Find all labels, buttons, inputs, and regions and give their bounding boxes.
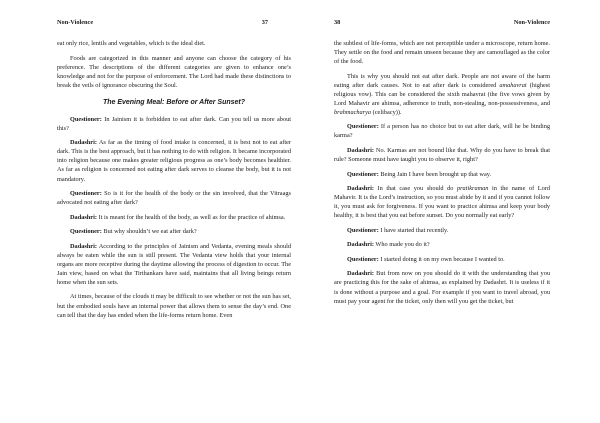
dialogue-text: in the name of Lord Mahavir. It is the Lord’s instruction, so you must abide by it and if you cannot follow it, you must ask for forgiveness. If you want to practice ahimsa and keep your body healthy, it is best that you eat before sunset. Do you normally eat early? [334,185,550,220]
dialogue-text: According to the principles of Jainism and Vedanta, evening meals should always be eaten while the sun is still present. The Vedanta view holds that your internal organs are more receptive during the daytime allowing the process of digestion to occur. The Jain view, based on what the Tirthankars have said, maintains that all living beings return home when the sun sets. [57,242,291,286]
speaker-label: Dadashri: [347,270,374,278]
dialogue-text: So is it for the health of the body or the sin involved, that the Vitraags advocated not eating after dark? [57,190,291,207]
speaker-label: Dadashri: [70,139,97,147]
dialogue-paragraph [57,213,291,222]
speaker-label: Questioner: [347,255,379,263]
speaker-label: Questioner: [347,123,379,131]
text-run: This is why you should not eat after dark. People are not aware of the harm eating after dark causes. Not to eat after dark is considered [334,72,550,89]
speaker-label: Questioner: [347,170,379,178]
emphasis-text: pratikraman [456,185,489,193]
dialogue-text: Who made you do it? [373,241,430,249]
speaker-label: Dadashri: [70,213,97,221]
dialogue-text: But from now on you should do it with the understanding that you are practicing this for the sake of ahimsa, as explained by Dadashri. It is useless if it is done without a purpose and a goal. For example if you want to travel abroad, you must pay your agent for the ticket, only then will you get the ticket, but [334,270,550,305]
dialogue-text: I started doing it on my own because I wanted to. [378,255,505,263]
speaker-label: Questioner: [70,190,102,198]
dialogue-text: I have started that recently. [378,226,449,234]
dialogue-paragraph [334,170,550,179]
dialogue-paragraph [57,242,291,287]
dialogue-paragraph [334,146,550,164]
emphasis-text: brahmacharya [334,108,372,116]
right-header-title: Non-Violence [513,19,550,26]
dialogue-paragraph [57,227,291,236]
paragraph: Foods are categorized in this manner and anyone can choose the category of his preference. The descriptions of the different categories are given to enhance one’s knowledge and not for the purpose of enforcement. The Lord had made these distinctions to break the veils of ignorance obscuring the Soul. [57,54,291,89]
dialogue-paragraph [334,240,550,249]
dialogue-text: In Jainism it is forbidden to eat after dark. Can you tell us more about this? [57,115,291,132]
dialogue-text: If a person has no choice but to eat after dark, will he be binding karma? [334,123,550,140]
right-page-number: 38 [334,19,341,26]
text-run: (highest religious vow). This can be considered the sixth mahavrat (the five vows given by Lord Mahavir are ahimsa, adherence to truth, non-stealing, non-possessiveness, and [334,81,550,107]
speaker-label: Dadashri: [70,242,97,250]
dialogue-paragraph [57,115,291,133]
section-heading: The Evening Meal: Before or After Sunset? [102,98,246,106]
dialogue-paragraph [57,138,291,183]
dialogue-text: But why shouldn’t we eat after dark? [101,228,197,236]
left-running-head [57,19,291,31]
paragraph: At times, because of the clouds it may be difficult to see whether or not the sun has set, but the embodied souls have an internal power that allows them to sense the day’s end. One can tell that the day has ended when the life-forms return home. Even [57,293,291,319]
dialogue-text: Being Jain I have been brought up that way. [378,170,492,178]
dialogue-text: No. Karmas are not bound like that. Why do you have to break that rule? Someone must have taught you to observe it, right? [334,146,550,164]
dialogue-text: As far as the timing of food intake is concerned, it is best not to eat after dark. This is the best approach, but it has nothing to do with religion. It became incorporated into religion because one makes greater religious progress as one’s body becomes healthier. As far as religion is concerned not eating after dark serves to cleanse the body, but it is not mandatory. [57,139,291,183]
dialogue-text: In that case you should do [373,185,457,193]
dialogue-paragraph [334,269,550,305]
speaker-label: Dadashri: [347,146,374,154]
speaker-label: Questioner: [70,115,102,123]
dialogue-paragraph [334,255,550,264]
dialogue-paragraph [334,184,550,220]
text-run: (celibacy)). [371,108,402,116]
left-header-title: Non-Violence [57,19,94,26]
right-running-head [334,19,550,31]
speaker-label: Dadashri: [347,241,374,249]
right-page [300,0,600,423]
speaker-label: Dadashri: [347,185,374,193]
dialogue-paragraph [57,189,291,207]
paragraph: the subtlest of life-forms, which are not perceptible under a microscope, return home. They settle on the food and remain unseen because they are camouflaged as the color of the food. [334,40,550,66]
dialogue-text: It is meant for the health of the body, as well as for the practice of ahimsa. [96,213,286,221]
right-page-body [334,39,550,306]
speaker-label: Questioner: [70,228,102,236]
left-page-number: 37 [261,19,268,26]
emphasis-text: amahavrat [499,81,527,89]
paragraph: eat only rice, lentils and vegetables, which is the ideal diet. [57,40,206,47]
dialogue-paragraph [334,122,550,140]
left-page-body [57,39,291,320]
speaker-label: Questioner: [347,226,379,234]
paragraph [334,72,550,117]
dialogue-paragraph [334,226,550,235]
